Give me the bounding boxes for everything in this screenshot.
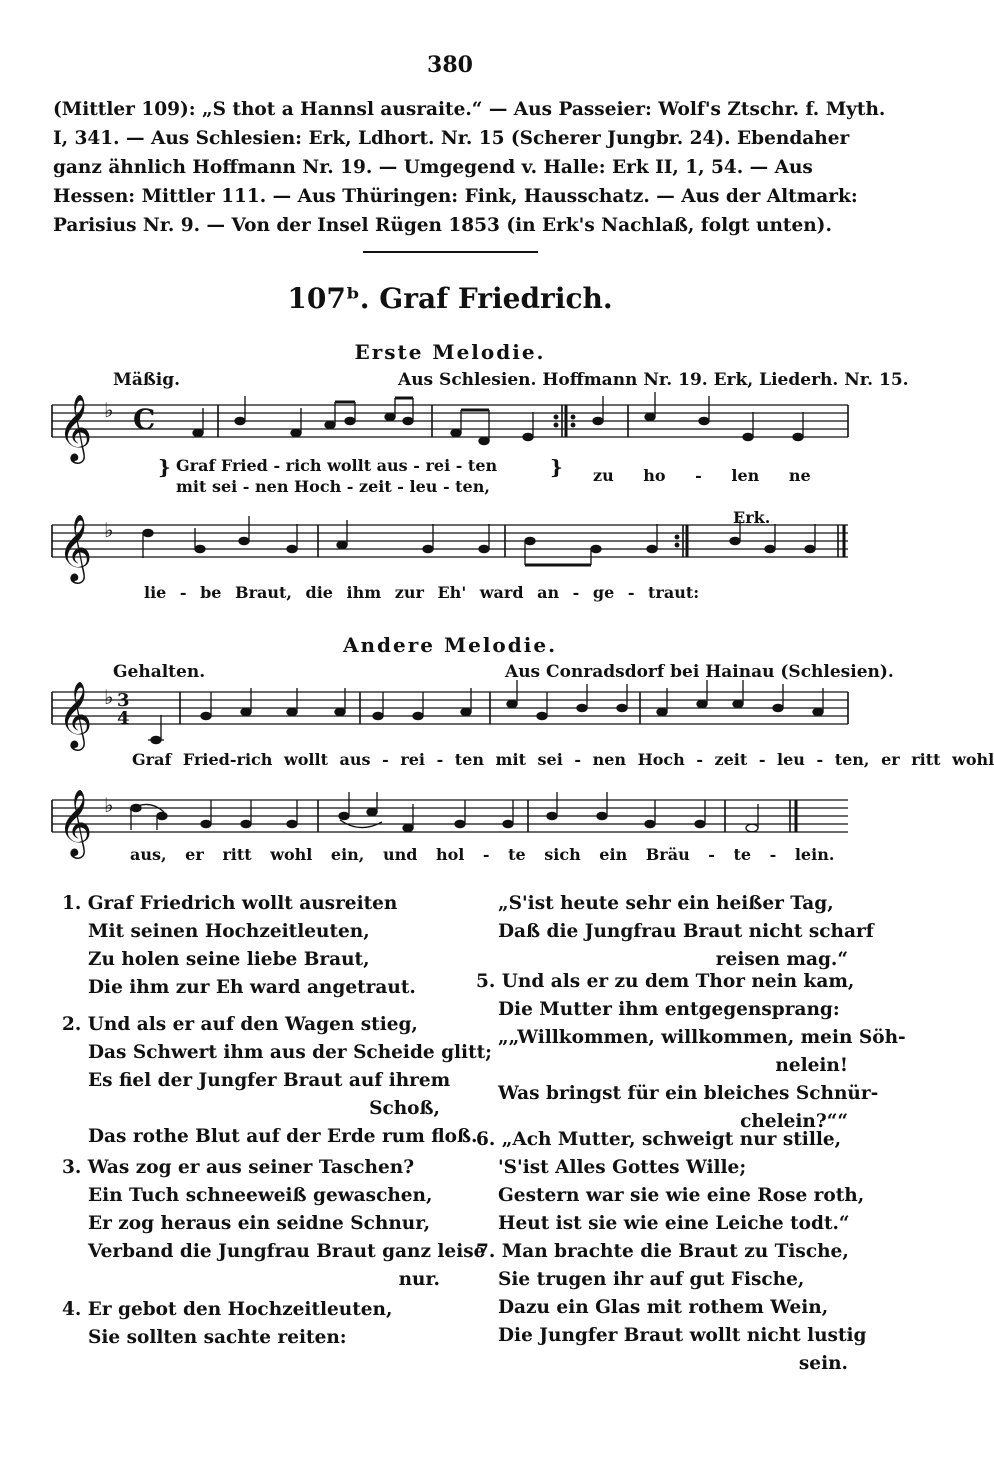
bracket-icon: } [550, 455, 563, 479]
stanza-line: Es fiel der Jungfer Braut auf ihrem [88, 1070, 451, 1091]
stanza-line: nelein! [775, 1055, 848, 1076]
stanza-line: „S'ist heute sehr ein heißer Tag, [498, 893, 834, 914]
svg-text:4: 4 [117, 708, 130, 729]
melody-heading-first: Erste Melodie. [354, 340, 546, 364]
melody-source: Aus Conradsdorf bei Hainau (Schlesien). [505, 662, 894, 682]
stanza-line: 2. Und als er auf den Wagen stieg, [62, 1014, 418, 1035]
stanza-line: Heut ist sie wie eine Leiche todt.“ [498, 1213, 850, 1234]
stanza-line: Verband die Jungfrau Braut ganz leise [88, 1241, 486, 1262]
stanza-6 [476, 1126, 865, 1238]
stanza-line: 'S'ist Alles Gottes Wille; [498, 1157, 747, 1178]
melody-source: Aus Schlesien. Hoffmann Nr. 19. Erk, Liederh. Nr. 15. [398, 370, 909, 390]
svg-text:3: 3 [117, 690, 130, 711]
stanza-line: Was bringst für ein bleiches Schnür- [498, 1083, 879, 1104]
stanza-line: Sie sollten sachte reiten: [88, 1327, 347, 1348]
stanza-4 [62, 1296, 440, 1352]
time-signature [117, 690, 130, 729]
stanza-line: Dazu ein Glas mit rothem Wein, [498, 1297, 829, 1318]
stanza-line: Die Mutter ihm entgegensprang: [498, 999, 840, 1020]
tempo-marking: Mäßig. [113, 370, 181, 390]
stanza-line: Die ihm zur Eh ward angetraut. [88, 977, 416, 998]
stanza-line: 4. Er gebot den Hochzeitleuten, [62, 1299, 393, 1320]
source-note-line: Parisius Nr. 9. — Von der Insel Rügen 1853 (in Erk's Nachlaß, folgt unten). [53, 215, 832, 236]
flat-icon: ♭ [104, 518, 114, 542]
stanza-7 [476, 1238, 867, 1378]
song-title: 107ᵇ. Graf Friedrich. [287, 282, 613, 315]
source-note-line: ganz ähnlich Hoffmann Nr. 19. — Umgegend v. Halle: Erk II, 1, 54. — Aus [53, 157, 813, 178]
stanza-line: reisen mag.“ [715, 949, 848, 970]
stanza-line: 3. Was zog er aus seiner Taschen? [62, 1157, 415, 1178]
source-note-line: I, 341. — Aus Schlesien: Erk, Ldhort. Nr. 15 (Scherer Jungbr. 24). Ebendaher [53, 128, 850, 149]
stanza-line: Schoß, [369, 1098, 440, 1119]
stanza-5 [476, 968, 906, 1136]
lyrics-verse-a: Graf Fried - rich wollt aus - rei - ten [176, 456, 498, 475]
stanza-line: Daß die Jungfrau Braut nicht scharf [498, 921, 874, 942]
stanza-line: „„Willkommen, willkommen, mein Söh- [498, 1027, 906, 1048]
stanza-line: sein. [798, 1353, 848, 1374]
stanza-line: Er zog heraus ein seidne Schnur, [88, 1213, 431, 1234]
stanza-line: Das Schwert ihm aus der Scheide glitt; [88, 1042, 493, 1063]
source-note-line: Hessen: Mittler 111. — Aus Thüringen: Fink, Hausschatz. — Aus der Altmark: [53, 186, 858, 207]
tempo-marking: Gehalten. [113, 662, 206, 682]
common-time-icon: C [133, 403, 156, 436]
treble-clef-icon: 𝄞 [58, 513, 93, 581]
stanza-line: nur. [398, 1269, 440, 1290]
stanza-line: Gestern war sie wie eine Rose roth, [498, 1185, 865, 1206]
erk-marking: Erk. [733, 508, 771, 527]
flat-icon: ♭ [104, 793, 114, 817]
page-number: 380 [427, 52, 473, 78]
stanza-line: Mit seinen Hochzeitleuten, [88, 921, 370, 942]
stanza-line: 6. „Ach Mutter, schweigt nur stille, [476, 1129, 842, 1150]
lyrics-line-4: aus, er ritt wohl ein, und hol - te sich ein Bräu - te - lein. [130, 845, 835, 864]
source-note-line: (Mittler 109): „S thot a Hannsl ausraite.“ — Aus Passeier: Wolf's Ztschr. f. Myth. [53, 99, 886, 120]
bracket-icon: } [158, 455, 171, 479]
stanza-line: Sie trugen ihr auf gut Fische, [498, 1269, 805, 1290]
lyrics-continuation: zu ho - len ne [593, 466, 811, 485]
stanza-line: chelein?““ [740, 1111, 848, 1132]
lyrics-line-2: lie - be Braut, die ihm zur Eh' ward an - ge - traut: [144, 583, 700, 602]
stanza-2 [62, 1011, 493, 1151]
stanza-line: 1. Graf Friedrich wollt ausreiten [62, 893, 398, 914]
stanza-3 [62, 1154, 486, 1294]
stanza-4-continued [476, 890, 874, 974]
flat-icon: ♭ [104, 685, 114, 709]
stanza-line: Zu holen seine liebe Braut, [88, 949, 370, 970]
stanza-line: 7. Man brachte die Braut zu Tische, [476, 1241, 849, 1262]
melody-heading-other: Andere Melodie. [342, 633, 558, 657]
flat-icon: ♭ [104, 398, 114, 422]
lyrics-line-3: Graf Fried-rich wollt aus - rei - ten mit sei - nen Hoch - zeit - leu - ten, er ritt wohl [132, 750, 994, 769]
stanza-1 [62, 890, 440, 1002]
stanza-line: Ein Tuch schneeweiß gewaschen, [88, 1185, 433, 1206]
stanza-line: Die Jungfer Braut wollt nicht lustig [498, 1325, 867, 1346]
treble-clef-icon: 𝄞 [58, 788, 93, 856]
treble-clef-icon: 𝄞 [58, 680, 93, 748]
stanza-line: 5. Und als er zu dem Thor nein kam, [476, 971, 855, 992]
treble-clef-icon: 𝄞 [58, 393, 93, 461]
stanza-line: Das rothe Blut auf der Erde rum floß. [88, 1126, 478, 1147]
lyrics-verse-b: mit sei - nen Hoch - zeit - leu - ten, [176, 477, 490, 496]
